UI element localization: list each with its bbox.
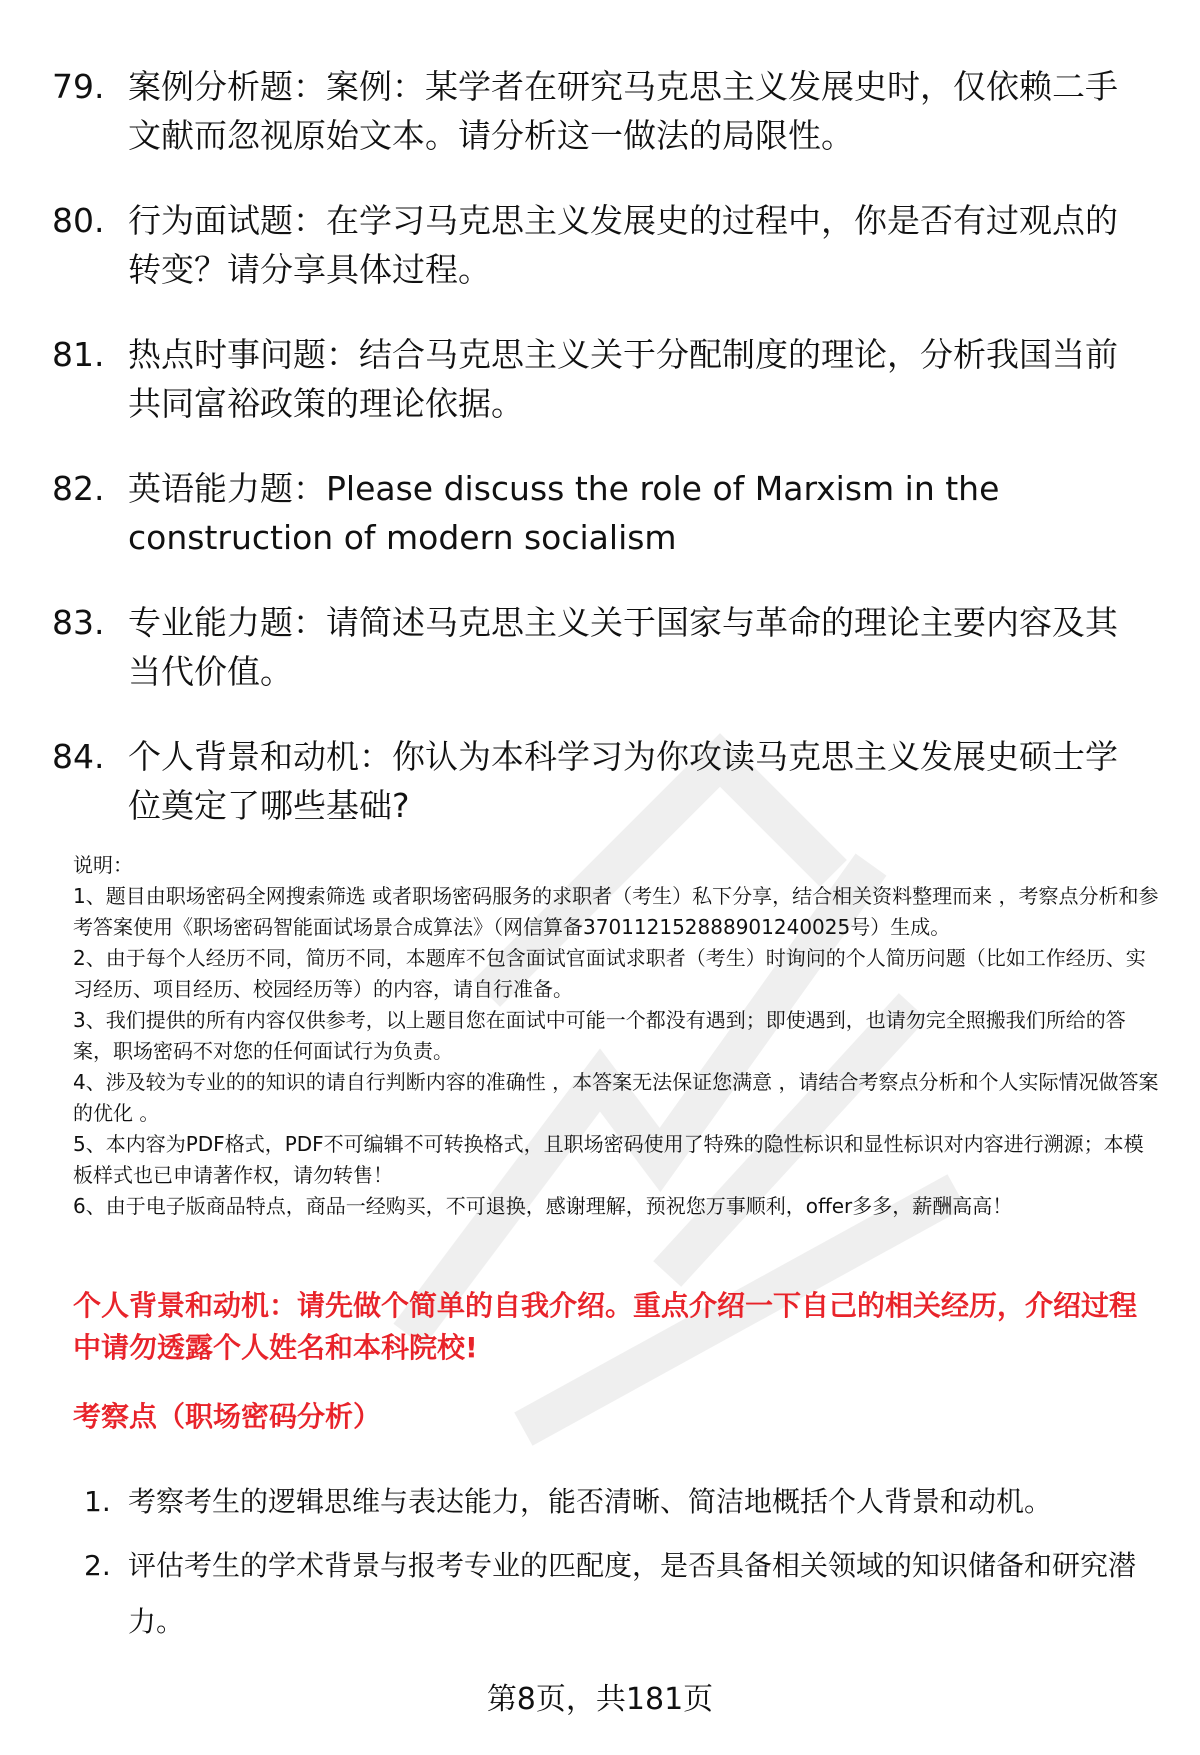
question-item bbox=[52, 464, 1147, 562]
question-list bbox=[52, 62, 1147, 866]
question-item bbox=[52, 196, 1147, 294]
question-item bbox=[52, 732, 1147, 830]
page-footer: 第8页，共181页 bbox=[486, 1682, 714, 1717]
point-text: 考察考生的逻辑思维与表达能力，能否清晰、简洁地概括个人背景和动机。 bbox=[128, 1485, 1053, 1518]
notes-line: 2、由于每个人经历不同，简历不同，本题库不包含面试官面试求职者（考生）时询问的个人简历问题（比如工作经历、实习经历、项目经历、校园经历等）的内容，请自行准备。 bbox=[73, 946, 1146, 1001]
question-headline: 个人背景和动机：请先做个简单的自我介绍。重点介绍一下自己的相关经历，介绍过程中请勿透露个人姓名和本科院校! bbox=[73, 1289, 1138, 1364]
notes-line: 3、我们提供的所有内容仅供参考，以上题目您在面试中可能一个都没有遇到；即使遇到，也请勿完全照搬我们所给的答案，职场密码不对您的任何面试行为负责。 bbox=[73, 1008, 1126, 1063]
question-item bbox=[52, 62, 1147, 160]
question-text: 行为面试题：在学习马克思主义发展史的过程中，你是否有过观点的转变？请分享具体过程。 bbox=[128, 201, 1118, 289]
notes-line: 5、本内容为PDF格式，PDF不可编辑不可转换格式，且职场密码使用了特殊的隐性标识和显性标识对内容进行溯源；本模板样式也已申请著作权，请勿转售！ bbox=[73, 1132, 1144, 1187]
notes-line: 1、题目由职场密码全网搜索筛选 或者职场密码服务的求职者（考生）私下分享，结合相关资料整理而来 ，考察点分析和参考答案使用《职场密码智能面试场景合成算法》（网信算备370112152888901240025号）生成。 bbox=[73, 884, 1159, 939]
question-number: 79. bbox=[52, 67, 105, 106]
question-text: 个人背景和动机：你认为本科学习为你攻读马克思主义发展史硕士学位奠定了哪些基础? bbox=[128, 737, 1118, 825]
analysis-point bbox=[84, 1538, 1154, 1650]
point-number: 1. bbox=[84, 1485, 111, 1518]
analysis-point bbox=[84, 1474, 1154, 1530]
point-text: 评估考生的学术背景与报考专业的匹配度，是否具备相关领域的知识储备和研究潜力。 bbox=[128, 1549, 1137, 1638]
question-text: 英语能力题：Please discuss the role of Marxism in the construction of modern socialism bbox=[128, 469, 1000, 557]
question-number: 81. bbox=[52, 335, 105, 374]
notes-title: 说明： bbox=[73, 853, 133, 877]
question-text: 专业能力题：请简述马克思主义关于国家与革命的理论主要内容及其当代价值。 bbox=[128, 603, 1118, 691]
question-item bbox=[52, 598, 1147, 696]
question-text: 热点时事问题：结合马克思主义关于分配制度的理论，分析我国当前共同富裕政策的理论依据。 bbox=[128, 335, 1118, 423]
notes-line: 6、由于电子版商品特点，商品一经购买，不可退换，感谢理解，预祝您万事顺利，offer多多，薪酬高高！ bbox=[73, 1194, 1013, 1218]
question-number: 83. bbox=[52, 603, 105, 642]
notes-line: 4、涉及较为专业的的知识的请自行判断内容的准确性 ，本答案无法保证您满意 ，请结合考察点分析和个人实际情况做答案的优化 。 bbox=[73, 1070, 1159, 1125]
question-item bbox=[52, 330, 1147, 428]
analysis-point-list bbox=[84, 1474, 1154, 1658]
question-number: 80. bbox=[52, 201, 105, 240]
question-number: 82. bbox=[52, 469, 105, 508]
question-text: 案例分析题：案例：某学者在研究马克思主义发展史时，仅依赖二手文献而忽视原始文本。请分析这一做法的局限性。 bbox=[128, 67, 1118, 155]
question-number: 84. bbox=[52, 737, 105, 776]
point-number: 2. bbox=[84, 1549, 111, 1582]
section-title: 考察点（职场密码分析） bbox=[73, 1400, 382, 1433]
notes-section bbox=[73, 850, 1163, 1222]
